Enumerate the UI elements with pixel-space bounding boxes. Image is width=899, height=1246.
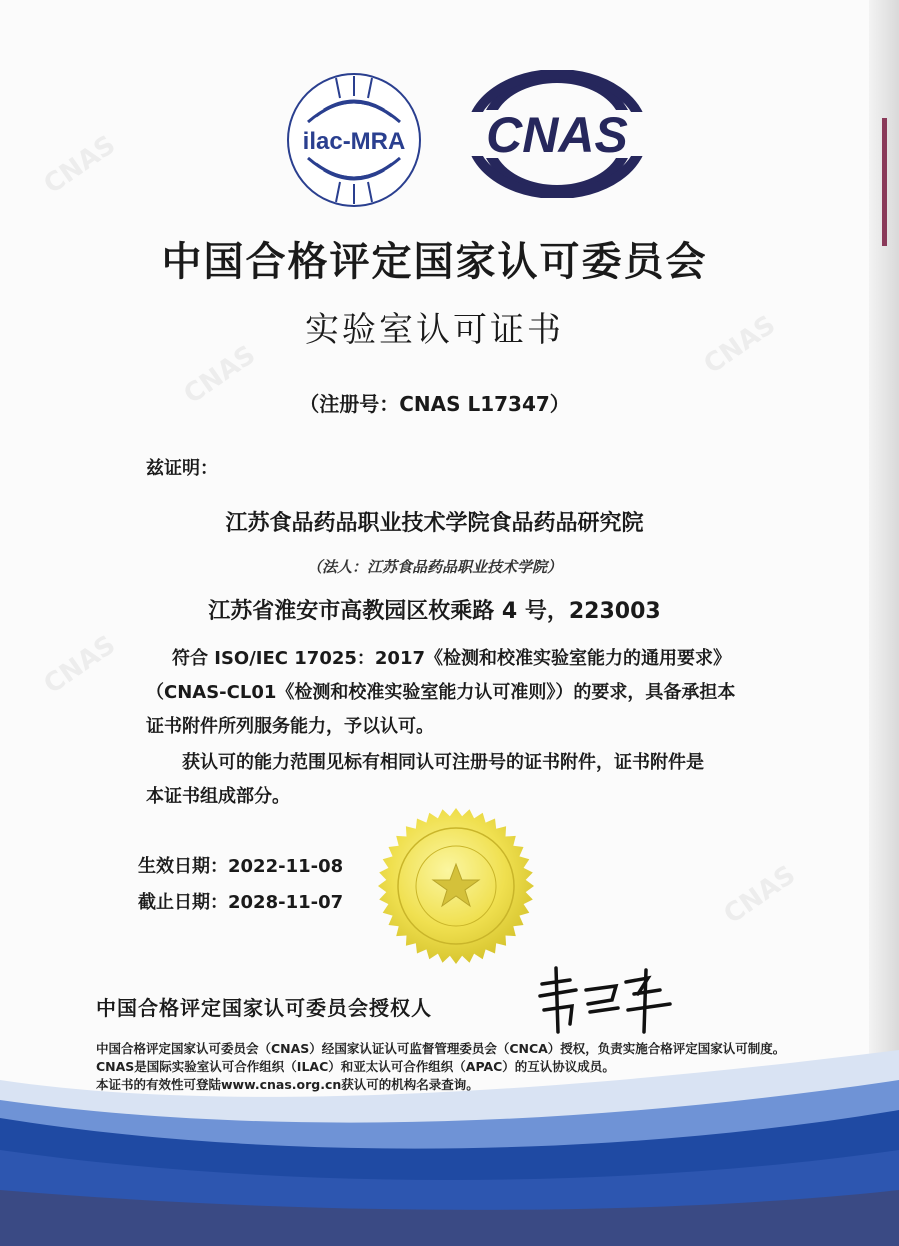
conformity-statement [146, 642, 735, 744]
legal-person: （法人：江苏食品药品职业技术学院） [306, 558, 562, 576]
signature [530, 960, 690, 1040]
certificate-title: 实验室认可证书 [305, 310, 564, 350]
scope-line: 本证书组成部分。 [146, 786, 290, 807]
scope-statement [146, 746, 704, 814]
registration-number: （注册号：CNAS L17347） [299, 392, 570, 416]
footer-line: 本证书的有效性可登陆www.cnas.org.cn获认可的机构名录查询。 [96, 1077, 479, 1092]
issuer-title: 中国合格评定国家认可委员会 [161, 239, 708, 285]
scope-line: 获认可的能力范围见标有相同认可注册号的证书附件，证书附件是 [182, 752, 704, 773]
effective-date: 生效日期：2022-11-08 [138, 856, 344, 877]
footer-line: CNAS是国际实验室认可合作组织（ILAC）和亚太认可合作组织（APAC）的互认协议成员。 [96, 1059, 615, 1074]
watermark: CNAS [698, 309, 782, 381]
footer-line: 中国合格评定国家认可委员会（CNAS）经国家认证认可监督管理委员会（CNCA）授权，负责实施合格评定国家认可制度。 [96, 1041, 786, 1056]
edge-marker [882, 118, 887, 246]
body-line: 证书附件所列服务能力，予以认可。 [146, 716, 434, 737]
watermark: CNAS [38, 629, 122, 701]
cnas-logo [466, 70, 648, 198]
body-line: （CNAS-CL01《检测和校准实验室能力认可准则》）的要求，具备承担本 [146, 682, 736, 703]
cnas-logo-text: CNAS [486, 107, 628, 163]
ilac-mra-logo [286, 72, 422, 208]
organization-address: 江苏省淮安市高教园区枚乘路 4 号，223003 [208, 599, 661, 624]
gold-seal [376, 806, 536, 966]
watermark: CNAS [718, 859, 802, 931]
expiry-date: 截止日期：2028-11-07 [138, 892, 344, 913]
watermark: CNAS [38, 129, 122, 201]
watermark: CNAS [178, 339, 262, 411]
authorized-signatory-label: 中国合格评定国家认可委员会授权人 [96, 996, 432, 1020]
ilac-logo-text: ilac-MRA [302, 128, 406, 155]
body-line: 符合 ISO/IEC 17025：2017《检测和校准实验室能力的通用要求》 [172, 648, 731, 669]
certify-label: 兹证明： [146, 458, 218, 479]
organization-name: 江苏食品药品职业技术学院食品药品研究院 [225, 511, 644, 536]
